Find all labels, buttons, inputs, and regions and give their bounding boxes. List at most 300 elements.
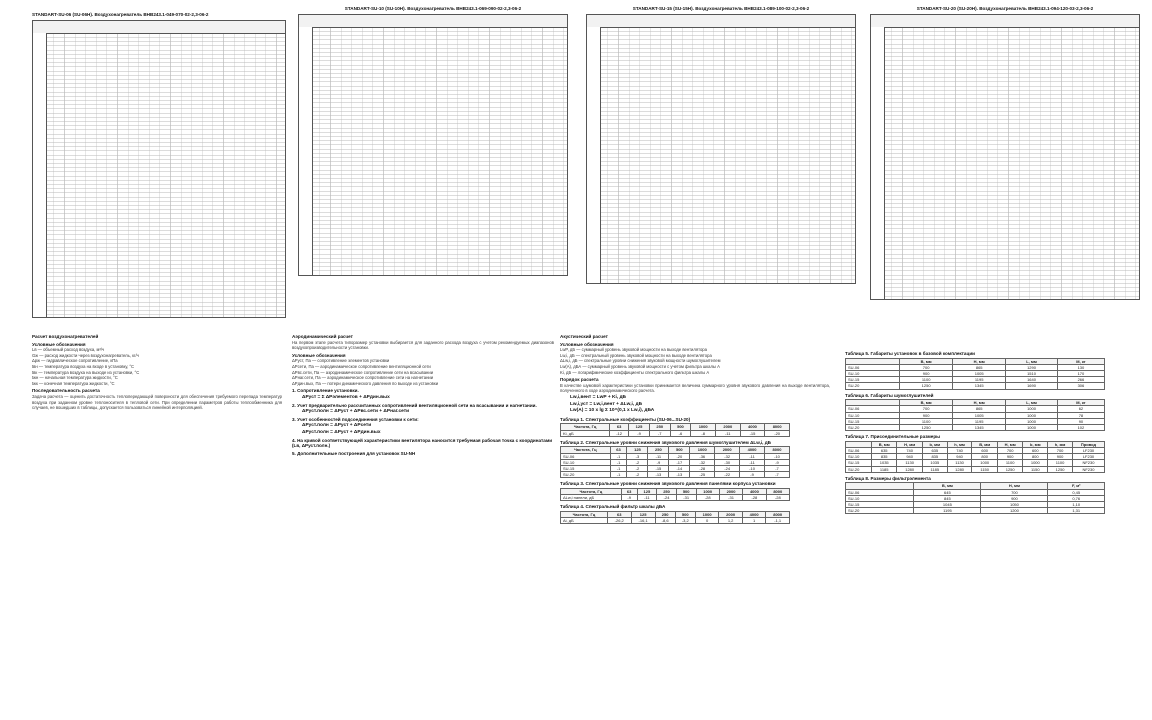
table-row [561,472,790,478]
table-cell: 1195 [914,508,981,514]
table-cell: -32 [690,459,715,465]
table-cell: -25 [690,472,715,478]
table-cell: 1640 [1006,377,1058,383]
table-header-cell: 500 [676,488,696,494]
formula: ΔPуст.полн = ΔPуст + ΔPдин.вых [302,429,381,435]
legend-line: Gж — расход жидкости через воздухонагреватель, кг/ч [32,352,139,358]
table-header-cell: b, мм [922,441,947,447]
table-cell: SU-06 [846,364,900,370]
table-header-cell: 2000 [719,488,742,494]
table-header-cell: Частота, Гц [561,447,611,453]
table-cell: 1000 [972,460,997,466]
table-caption: Таблица 7. Присоединительные размеры [845,434,941,440]
table-cell: SU-20 [846,383,900,389]
step-title: 3. Учет особенностей подсоединения установки к сети: [292,416,419,422]
table-cell: 1035 [871,460,896,466]
legend-line: tвн — температура воздуха на входе в установку, °С [32,363,135,369]
table-cell: 835 [871,454,896,460]
table-caption: Таблица 3. Спектральные уровни снижения звукового давления панелями корпуса установки [560,481,776,487]
table-cell: SU-06 [846,406,900,412]
table-row [846,466,1105,472]
table-header-cell: Частота, Гц [561,424,610,430]
data-table [845,358,1105,390]
table-cell: -9 [648,459,669,465]
table-cell: -28 [696,495,719,501]
section-title: Акустический расчет [560,334,608,339]
table-header-cell: 8000 [766,511,790,517]
table-cell: SU-20 [846,508,914,514]
legend-line: tжк — конечная температура жидкости, °С [32,380,115,386]
table-cell: 266 [1057,377,1104,383]
table-cell: 1000 [1006,412,1058,418]
data-sheet-su10 [298,6,568,278]
table-cell: -15 [648,465,669,471]
table-row [561,430,790,436]
table-cell: -8,6 [655,518,675,524]
table-cell: 1100 [900,418,953,424]
table-cell: 1250 [900,383,953,389]
table-cell: 306 [1057,383,1104,389]
intro-text: На первом этапе расчета типоразмер установки выбирается для заданного расхода воздуха с учетом рекомендуемых диапазонов воздухопроизводительности установки. [292,339,554,351]
table-cell: 1130 [897,460,922,466]
table-cell: -26,2 [607,518,631,524]
table-cell: NF230 [1072,466,1104,472]
table-header-cell: 2000 [715,447,740,453]
table-cell: 1200 [981,508,1048,514]
table-cell: 1100 [997,460,1022,466]
table-cell: -11 [637,495,657,501]
dimension-tables [845,351,1140,514]
table-cell: -11 [715,430,740,436]
table-cell: 865 [953,364,1006,370]
table-cell: -1 [610,459,627,465]
table-cell: 1000 [1006,406,1058,412]
data-grid [586,14,856,284]
table-cell: SU-10 [846,454,872,460]
order-text: В качестве шумовой характеристики установки принимается величина суммарного уровня звукового давления на выходе вентилятора, полученного в ходе аэродинамического расчета. [560,382,830,394]
legend-line: Lв — объемный расход воздуха, м³/ч [32,347,105,353]
table-cell: 62 [1057,406,1104,412]
table-header-cell: 125 [629,424,650,430]
data-sheet-su20 [870,6,1140,302]
formula: Lw(А) = 10 x lg Σ 10^(0,1 x Lw,i), дБА [570,408,655,414]
legend-line: Ki, дБ — логарифмические коэффициенты спектрального фильтра шкалы А [560,369,710,375]
table-cell: 1345 [953,425,1006,431]
table-cell: -28 [743,495,766,501]
table-cell: 0,76 [1048,495,1105,501]
table-cell: 600 [972,448,997,454]
table-header-cell: M, кг [1057,358,1104,364]
table-cell: 900 [900,412,953,418]
table-cell: 1 [742,518,766,524]
table-row [561,518,790,524]
table-cell: -30 [715,459,740,465]
table-cell: 940 [897,454,922,460]
formula: ΔPуст = Σ ΔPэлементов + ΔPдин.вых [302,394,390,400]
table-cell: -32 [715,453,740,459]
table-cell: 1280 [947,466,972,472]
table-cell: -28 [690,465,715,471]
table-cell: 865 [953,406,1006,412]
table-header-cell: H, мм [997,441,1022,447]
table-cell: SU-20 [561,472,611,478]
legend-title: Условные обозначения [292,352,346,358]
table-cell: -6 [670,430,691,436]
table-header-cell: 63 [621,488,637,494]
table-cell: 1280 [897,466,922,472]
legend-line: Δpж — гидравлическое сопротивление, кПа [32,358,118,364]
table-header-cell: H, мм [897,441,922,447]
table-cell: -8 [691,430,716,436]
table-cell: -9 [740,472,765,478]
table-header-row [561,447,790,453]
data-table [560,511,790,524]
table-cell: 1185 [871,466,896,472]
data-table [560,423,790,436]
table-cell: 78 [1057,412,1104,418]
table-cell: 1050 [981,502,1048,508]
table-cell: -2 [627,465,648,471]
table-header-cell: b, мм [1023,441,1048,447]
sheet-title: STANDART-SU-06 (SU-06H). Воздухонагреватель ВНВ243.1-049-070-02-2,3-06-2 [32,12,209,17]
dimension-tables-section [845,348,1140,716]
table-row [846,383,1105,389]
table-header-cell: B, мм [900,400,953,406]
table-cell: 645 [914,489,981,495]
grid-header [33,21,285,34]
step-title: 5. Дополнительные построения для установок SU-NH [292,450,416,456]
table-cell: SU-15 [846,460,872,466]
table-cell: 170 [1057,371,1104,377]
table-header-cell: L, мм [1006,400,1058,406]
section-title: Аэродинамический расчет [292,334,353,339]
table-cell: SU-06 [846,448,872,454]
table-cell: -9 [765,459,790,465]
formula: ΔPуст.полн = ΔPуст + ΔPсети [302,423,372,429]
grid-row-labels [871,27,885,299]
table-header-cell: 2000 [715,424,740,430]
table-header-cell: 250 [655,511,675,517]
table-header-cell: H, мм [981,483,1048,489]
table-header-cell: H, мм [953,400,1006,406]
table-caption: Таблица 8. Размеры фильтрэлемента [845,475,931,481]
table-cell: -12 [610,430,629,436]
table-cell: 1250 [1048,466,1073,472]
table-cell: 1345 [953,383,1006,389]
table-header-cell: 1000 [690,447,715,453]
table-header-cell: B, мм [914,483,981,489]
legend-line: ΔPнаг.сети, Па — аэродинамическое сопротивление сети на нагнетании [292,375,434,381]
table-header-cell: 500 [670,424,691,430]
table-cell: 1045 [914,502,981,508]
sequence-text: Задача расчета — оценить достаточность теплопередающей поверхности для обеспечения требуемого перепада температур воздуха при заданном уровне теплоносителя в тепловой сети. При определении параметров работы теплообменника для случаев, не вошедших в таблицы, допускается пользоваться линейной интерполяцией. [32,393,282,411]
table-cell: -15 [740,430,765,436]
table-cell: 940 [947,454,972,460]
table-header-cell: 4000 [742,511,766,517]
table-cell: 1690 [1006,383,1058,389]
grid-row-labels [299,27,313,275]
table-cell: -31 [719,495,742,501]
table-cell: 700 [900,364,953,370]
table-header-cell: 1000 [691,424,716,430]
legend-line: tвк — температура воздуха на выходе из установки, °С [32,369,140,375]
legend-title: Условные обозначения [32,341,86,347]
legend-line: ΔLw,i, дБ — спектральные уровни снижения звуковой мощности шумоглушителем [560,358,721,364]
data-sheet-su06 [32,12,286,320]
table-cell: -2 [627,459,648,465]
table-cell: Ai, дБ [561,518,608,524]
table-cell: -17 [669,459,690,465]
data-grid [32,20,286,318]
table-header-cell: 1000 [696,488,719,494]
formula: Lw,i,вент = LwP + Ki, дБ [570,394,626,400]
legend-line: Lw(А), дБА — суммарный уровень звуковой мощности с учетом фильтра шкалы А [560,363,720,369]
table-header-cell: 8000 [765,447,790,453]
table-cell: ΔLw,i панели, дБ [561,495,622,501]
table-header-cell: 4000 [740,447,765,453]
table-header-cell: M, кг [1057,400,1104,406]
table-cell: 1035 [922,460,947,466]
table-cell: -13 [648,472,669,478]
data-table [845,482,1105,514]
table-cell: -13 [669,472,690,478]
table-header-cell: B, мм [900,358,953,364]
table-cell: SU-20 [846,466,872,472]
sheet-title: STANDART-SU-10 (SU-10H). Воздухонагреватель ВНВ243.1-069-090-02-2,3-06-2 [344,6,522,11]
table-cell: -1 [610,472,627,478]
table-header-cell: L, мм [1006,358,1058,364]
table-row [561,495,790,501]
table-cell: -31 [676,495,696,501]
order-title: Порядок расчета [560,377,599,383]
table-header-cell: 500 [675,511,695,517]
table-cell: Ki, дБ [561,430,610,436]
table-cell: SU-10 [846,412,900,418]
table-cell: 1100 [900,377,953,383]
table-cell: 800 [972,454,997,460]
table-cell: -2 [627,472,648,478]
table-cell: 130 [1057,364,1104,370]
table-cell: -9 [621,495,637,501]
data-table [845,399,1105,431]
table-cell: 1005 [953,412,1006,418]
table-cell: SU-15 [846,418,900,424]
table-header-cell: 63 [610,447,627,453]
table-row [846,508,1105,514]
table-header-cell: 1000 [695,511,719,517]
table-cell: 1195 [953,418,1006,424]
table-cell: 700 [900,406,953,412]
legend-line: ΔPдин.вых, Па — потери динамического давления по выходе из установки [292,380,439,386]
table-cell: -1 [610,453,627,459]
table-cell: 1000 [1006,418,1058,424]
table-cell: -7 [649,430,670,436]
table-cell: -11 [740,459,765,465]
aerodynamic-calculation-section [292,332,554,716]
legend-title: Условные обозначения [560,341,614,347]
table-cell: 740 [947,448,972,454]
legend-line: ΔPуст, Па — сопротивление элементов установки [292,358,390,364]
table-cell: 1150 [972,466,997,472]
data-grid [298,14,568,276]
table-cell: 90 [1057,418,1104,424]
legend-line: ΔPвс.сети, Па — аэродинамическое сопротивление сети на всасывании [292,369,434,375]
step-title: 4. На кривой соответствующей характеристики вентилятора наносится требуемая рабочая точка с координатами (Lв, ΔPуст.полн.) [292,437,553,449]
table-cell: 1005 [953,371,1006,377]
data-table [560,446,790,478]
table-cell: 800 [1023,454,1048,460]
table-cell: 1000 [1006,425,1058,431]
heater-calculation-section [32,332,282,492]
table-cell: SU-10 [846,495,914,501]
table-cell: -1,1 [766,518,790,524]
table-header-cell: Частота, Гц [561,488,622,494]
grid-row-labels [33,33,47,317]
acoustic-tables [560,417,830,525]
table-cell: 1100 [1048,460,1073,466]
acoustic-calculation-section [560,332,830,716]
table-cell: 1000 [1023,460,1048,466]
table-cell: 1510 [1006,371,1058,377]
table-header-cell: Привод [1072,441,1104,447]
table-cell: 700 [1048,448,1073,454]
table-header-cell: H, мм [953,358,1006,364]
table-header-cell: 8000 [766,488,789,494]
table-caption: Таблица 6. Габариты шумоглушителей [845,392,934,398]
step-title: 1. Сопротивление установки. [292,388,359,394]
table-cell: SU-06 [846,489,914,495]
table-cell: 635 [871,448,896,454]
sheet-title: STANDART-SU-15 (SU-15H). Воздухонагреватель ВНВ243.1-089-100-02-2,3-06-2 [632,6,810,11]
table-cell: 900 [997,454,1022,460]
table-header-cell: 500 [669,447,690,453]
table-cell: -7 [765,472,790,478]
section-title: Расчет воздухонагревателей [32,334,99,339]
table-header-cell: h, мм [947,441,972,447]
table-cell: -1 [610,465,627,471]
table-cell: SU-15 [846,502,914,508]
legend-line: ΔPсети, Па — аэродинамическое сопротивление вентиляционной сети [292,363,431,369]
table-cell: 1290 [1006,364,1058,370]
data-grid [870,14,1140,300]
table-cell: 700 [997,448,1022,454]
table-caption: Таблица 5. Габариты установок в базовой комплектации [845,351,975,356]
formula: ΔPуст.полн = ΔPуст + ΔPвс.сети + ΔPнаг.сети [302,409,410,415]
table-header-cell: 4000 [743,488,766,494]
legend-line: LwP, дБ — суммарный уровень звуковой мощности на выходе вентилятора [560,347,707,353]
table-header-cell: 250 [657,488,677,494]
table-cell: -24 [657,495,677,501]
table-cell: SU-10 [561,459,611,465]
table-cell: 0 [695,518,719,524]
legend-line: tжн — начальная температура жидкости, °С [32,375,118,381]
table-cell: 1195 [953,377,1006,383]
data-table [560,488,790,501]
table-cell: 1250 [997,466,1022,472]
grid-header [587,15,855,28]
table-header-cell: B, мм [871,441,896,447]
table-cell: -11 [648,453,669,459]
table-cell: 835 [922,454,947,460]
table-cell: SU-15 [561,465,611,471]
table-header-cell: 63 [610,424,629,430]
table-cell: -14 [669,465,690,471]
table-cell: -3,2 [675,518,695,524]
grid-header [871,15,1139,28]
table-header-cell: Частота, Гц [561,511,608,517]
table-cell: 1,10 [1048,502,1105,508]
table-header-cell: 250 [649,424,670,430]
table-header-cell: 2000 [719,511,743,517]
table-cell: -20 [669,453,690,459]
table-header-cell: 63 [607,511,631,517]
legend-line: Lw,i, дБ — спектральный уровень звуковой мощности на выходе вентилятора [560,352,712,358]
table-cell: -3 [627,453,648,459]
table-cell: 740 [897,448,922,454]
table-cell: -11 [740,453,765,459]
table-header-cell: B, мм [972,441,997,447]
table-cell: 900 [1048,454,1073,460]
table-cell: SU-15 [846,377,900,383]
table-header-cell: h, мм [1048,441,1073,447]
table-caption: Таблица 4. Спектральный фильтр шкалы дБА [560,504,666,510]
table-row [846,425,1105,431]
table-cell: LF230 [1072,454,1104,460]
step-title: 2. Учет предварительно рассчитанных сопротивлений вентиляционной сети на всасывании и нагнетании. [292,402,537,408]
table-cell: 0,45 [1048,489,1105,495]
table-header-cell: 8000 [765,424,790,430]
table-cell: -16,1 [631,518,655,524]
table-header-cell: 4000 [740,424,765,430]
table-cell: -9 [629,430,650,436]
table-cell: 1185 [922,466,947,472]
table-header-cell: 125 [637,488,657,494]
table-cell: SU-06 [561,453,611,459]
table-cell: -10 [740,465,765,471]
table-header-cell: 125 [627,447,648,453]
data-table [845,441,1105,473]
table-cell: -20 [765,430,790,436]
table-cell: 1130 [947,460,972,466]
table-cell: 900 [900,371,953,377]
data-sheet-su15 [586,6,856,286]
table-cell: NF230 [1072,460,1104,466]
table-cell: 600 [1023,448,1048,454]
table-cell: -10 [765,453,790,459]
table-cell: 700 [981,489,1048,495]
table-header-cell: 250 [648,447,669,453]
table-cell: -24 [715,465,740,471]
table-cell: SU-10 [846,371,900,377]
table-cell: LF230 [1072,448,1104,454]
table-cell: -22 [715,472,740,478]
sequence-title: Последовательность расчета [32,388,100,394]
table-cell: 1150 [1023,466,1048,472]
table-cell: 1,2 [719,518,743,524]
formula: Lw,i,уст = Lw,i,вент + ΔLw,i, дБ [570,401,643,407]
table-cell: 1,31 [1048,508,1105,514]
table-caption: Таблица 1. Спектральные коэффициенты (SU-06...SU-20) [560,416,691,422]
sheet-title: STANDART-SU-20 (SU-20H). Воздухонагреватель ВНВ243.1-094-120-03-2,3-06-2 [916,6,1094,11]
table-header-cell: F, м² [1048,483,1105,489]
grid-row-labels [587,27,601,283]
table-cell: 845 [914,495,981,501]
table-header-cell: 125 [631,511,655,517]
table-cell: SU-20 [846,425,900,431]
table-cell: 102 [1057,425,1104,431]
table-cell: 635 [922,448,947,454]
table-cell: -7 [765,465,790,471]
